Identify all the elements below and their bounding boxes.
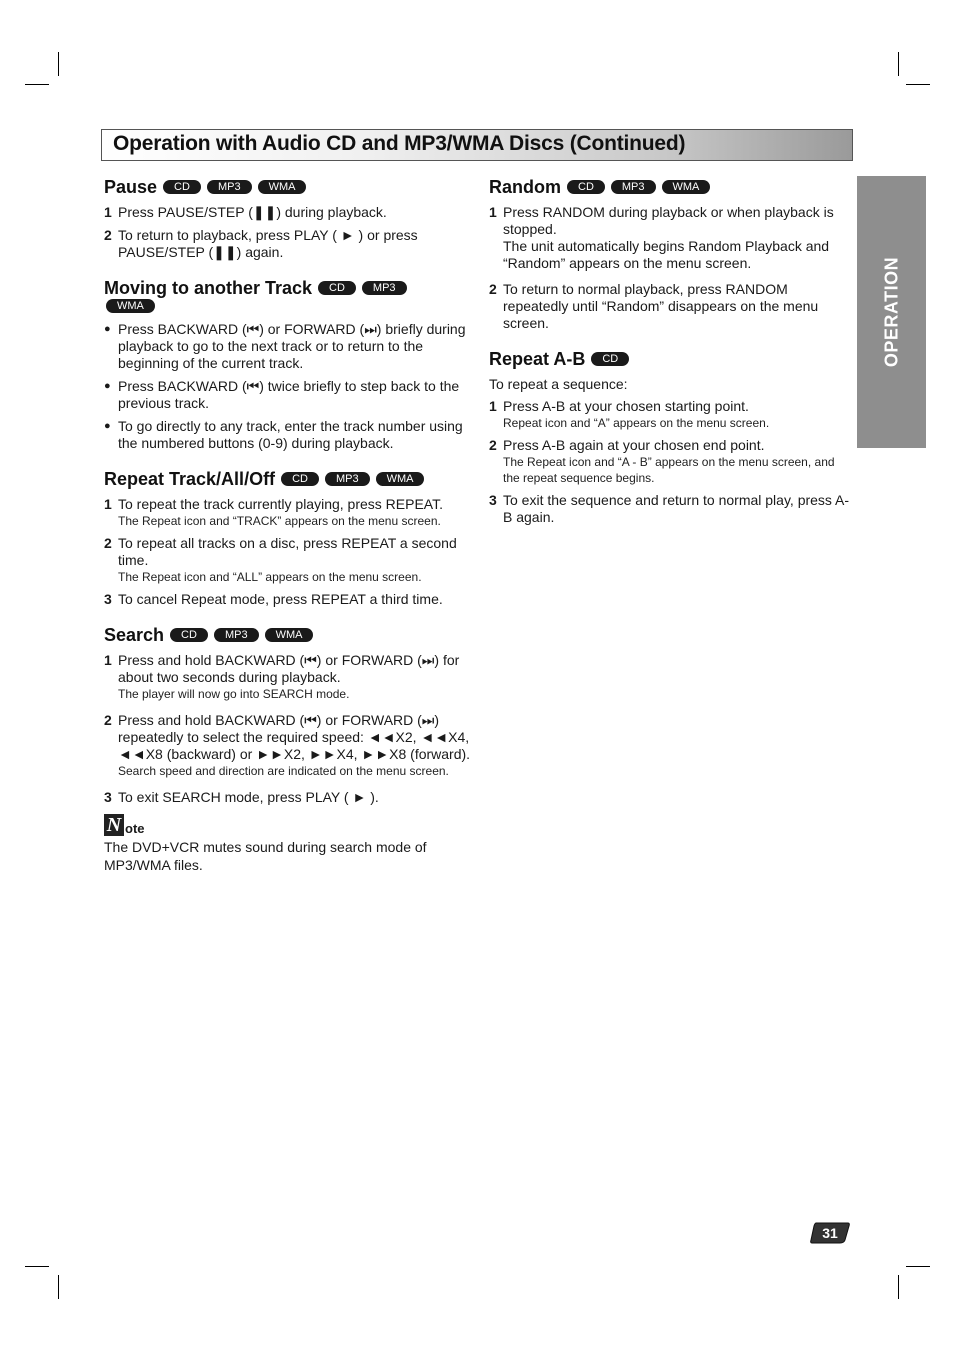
bullet-item: ● Press BACKWARD (⏮) twice briefly to step back to the previous track. — [104, 378, 460, 411]
intro-text: To repeat a sequence: — [489, 376, 628, 392]
section-heading: Repeat Track/All/Off CD MP3 WMA — [104, 466, 472, 492]
step: 3 To cancel Repeat mode, press REPEAT a third time. — [104, 591, 443, 607]
badge-mp3: MP3 — [325, 472, 370, 486]
step: 1 Press A-B at your chosen starting point. Repeat icon and “A” appears on the menu screen. — [489, 398, 770, 430]
step: 2 To return to normal playback, press RANDOM repeatedly until “Random” disappears on the menu screen. — [489, 281, 819, 331]
badge-wma: WMA — [265, 628, 314, 642]
step: 2 To return to playback, press PLAY ( ► ) or press PAUSE/STEP (❚❚) again. — [104, 227, 418, 260]
badge-mp3: MP3 — [207, 180, 252, 194]
right-column — [489, 174, 851, 540]
step: 2 To repeat all tracks on a disc, press REPEAT a second time. The Repeat icon and “ALL” appears on the menu screen. — [104, 535, 457, 584]
badge-cd: CD — [170, 628, 208, 642]
crop-mark — [58, 52, 59, 76]
badge-wma: WMA — [662, 180, 711, 194]
step: 1 Press PAUSE/STEP (❚❚) during playback. — [104, 204, 387, 220]
left-column — [104, 174, 472, 874]
step: 2 Press and hold BACKWARD (⏮) or FORWARD (⏭) repeatedly to select the required speed: ◄◄X2, ◄◄X4, ◄◄X8 (backward) or ►►X2, ►►X4, ►►X8 (forward). Search speed and direction are indicated on the menu screen. — [104, 712, 471, 778]
section-heading: Moving to another Track CD MP3 — [104, 275, 472, 301]
step: 3 To exit the sequence and return to normal play, press A-B again. — [489, 492, 850, 525]
step: 1 Press RANDOM during playback or when playback is stopped. The unit automatically begins Random Playback and “Random” appears on the menu screen. — [489, 204, 834, 271]
section-repeat-ab — [489, 346, 851, 526]
bullet-item: ● To go directly to any track, enter the track number using the numbered buttons (0-9) during playback. — [104, 418, 463, 451]
crop-mark — [898, 1275, 899, 1299]
badge-cd: CD — [318, 281, 356, 295]
crop-mark — [898, 52, 899, 76]
step: 2 Press A-B again at your chosen end point. The Repeat icon and “A - B” appears on the menu screen, and the repeat sequence begins. — [489, 437, 835, 485]
section-heading: Search CD MP3 WMA — [104, 622, 472, 648]
badge-wma: WMA — [106, 299, 155, 313]
section-pause — [104, 174, 472, 261]
badge-wma: WMA — [376, 472, 425, 486]
crop-mark — [58, 1275, 59, 1299]
bullet-item: ● Press BACKWARD (⏮) or FORWARD (⏭) briefly during playback to go to the next track or to return to the beginning of the current track. — [104, 321, 466, 371]
crop-mark — [25, 1266, 49, 1267]
step: 3 To exit SEARCH mode, press PLAY ( ► ). — [104, 789, 379, 805]
title-banner — [101, 129, 853, 161]
crop-mark — [906, 84, 930, 85]
badge-wma: WMA — [258, 180, 307, 194]
note-text: The DVD+VCR mutes sound during search mode of MP3/WMA files. — [104, 839, 427, 873]
crop-mark — [25, 84, 49, 85]
page-title: Operation with Audio CD and MP3/WMA Discs (Continued) — [113, 132, 686, 155]
side-tab — [857, 176, 926, 448]
badge-cd: CD — [163, 180, 201, 194]
badge-cd: CD — [281, 472, 319, 486]
step: 1 To repeat the track currently playing, press REPEAT. The Repeat icon and “TRACK” appears on the menu screen. — [104, 496, 443, 528]
note-icon: N — [104, 814, 124, 836]
badge-mp3: MP3 — [611, 180, 656, 194]
note-heading — [104, 814, 472, 836]
section-moving-track — [104, 275, 472, 452]
badge-cd: CD — [567, 180, 605, 194]
side-tab-label: OPERATION — [881, 256, 901, 368]
badge-mp3: MP3 — [362, 281, 407, 295]
step: 1 Press and hold BACKWARD (⏮) or FORWARD (⏭) for about two seconds during playback. The player will now go into SEARCH mode. — [104, 652, 460, 701]
section-heading: Pause CD MP3 WMA — [104, 174, 472, 200]
badge-mp3: MP3 — [214, 628, 259, 642]
section-repeat — [104, 466, 472, 608]
page-number-badge — [810, 1222, 850, 1244]
section-random — [489, 174, 851, 332]
badge-cd: CD — [591, 352, 629, 366]
section-heading: Repeat A-B CD — [489, 346, 851, 372]
section-heading: Random CD MP3 WMA — [489, 174, 851, 200]
note-label: ote — [125, 821, 145, 836]
crop-mark — [906, 1266, 930, 1267]
page-number: 31 — [822, 1225, 838, 1241]
section-search — [104, 622, 472, 806]
